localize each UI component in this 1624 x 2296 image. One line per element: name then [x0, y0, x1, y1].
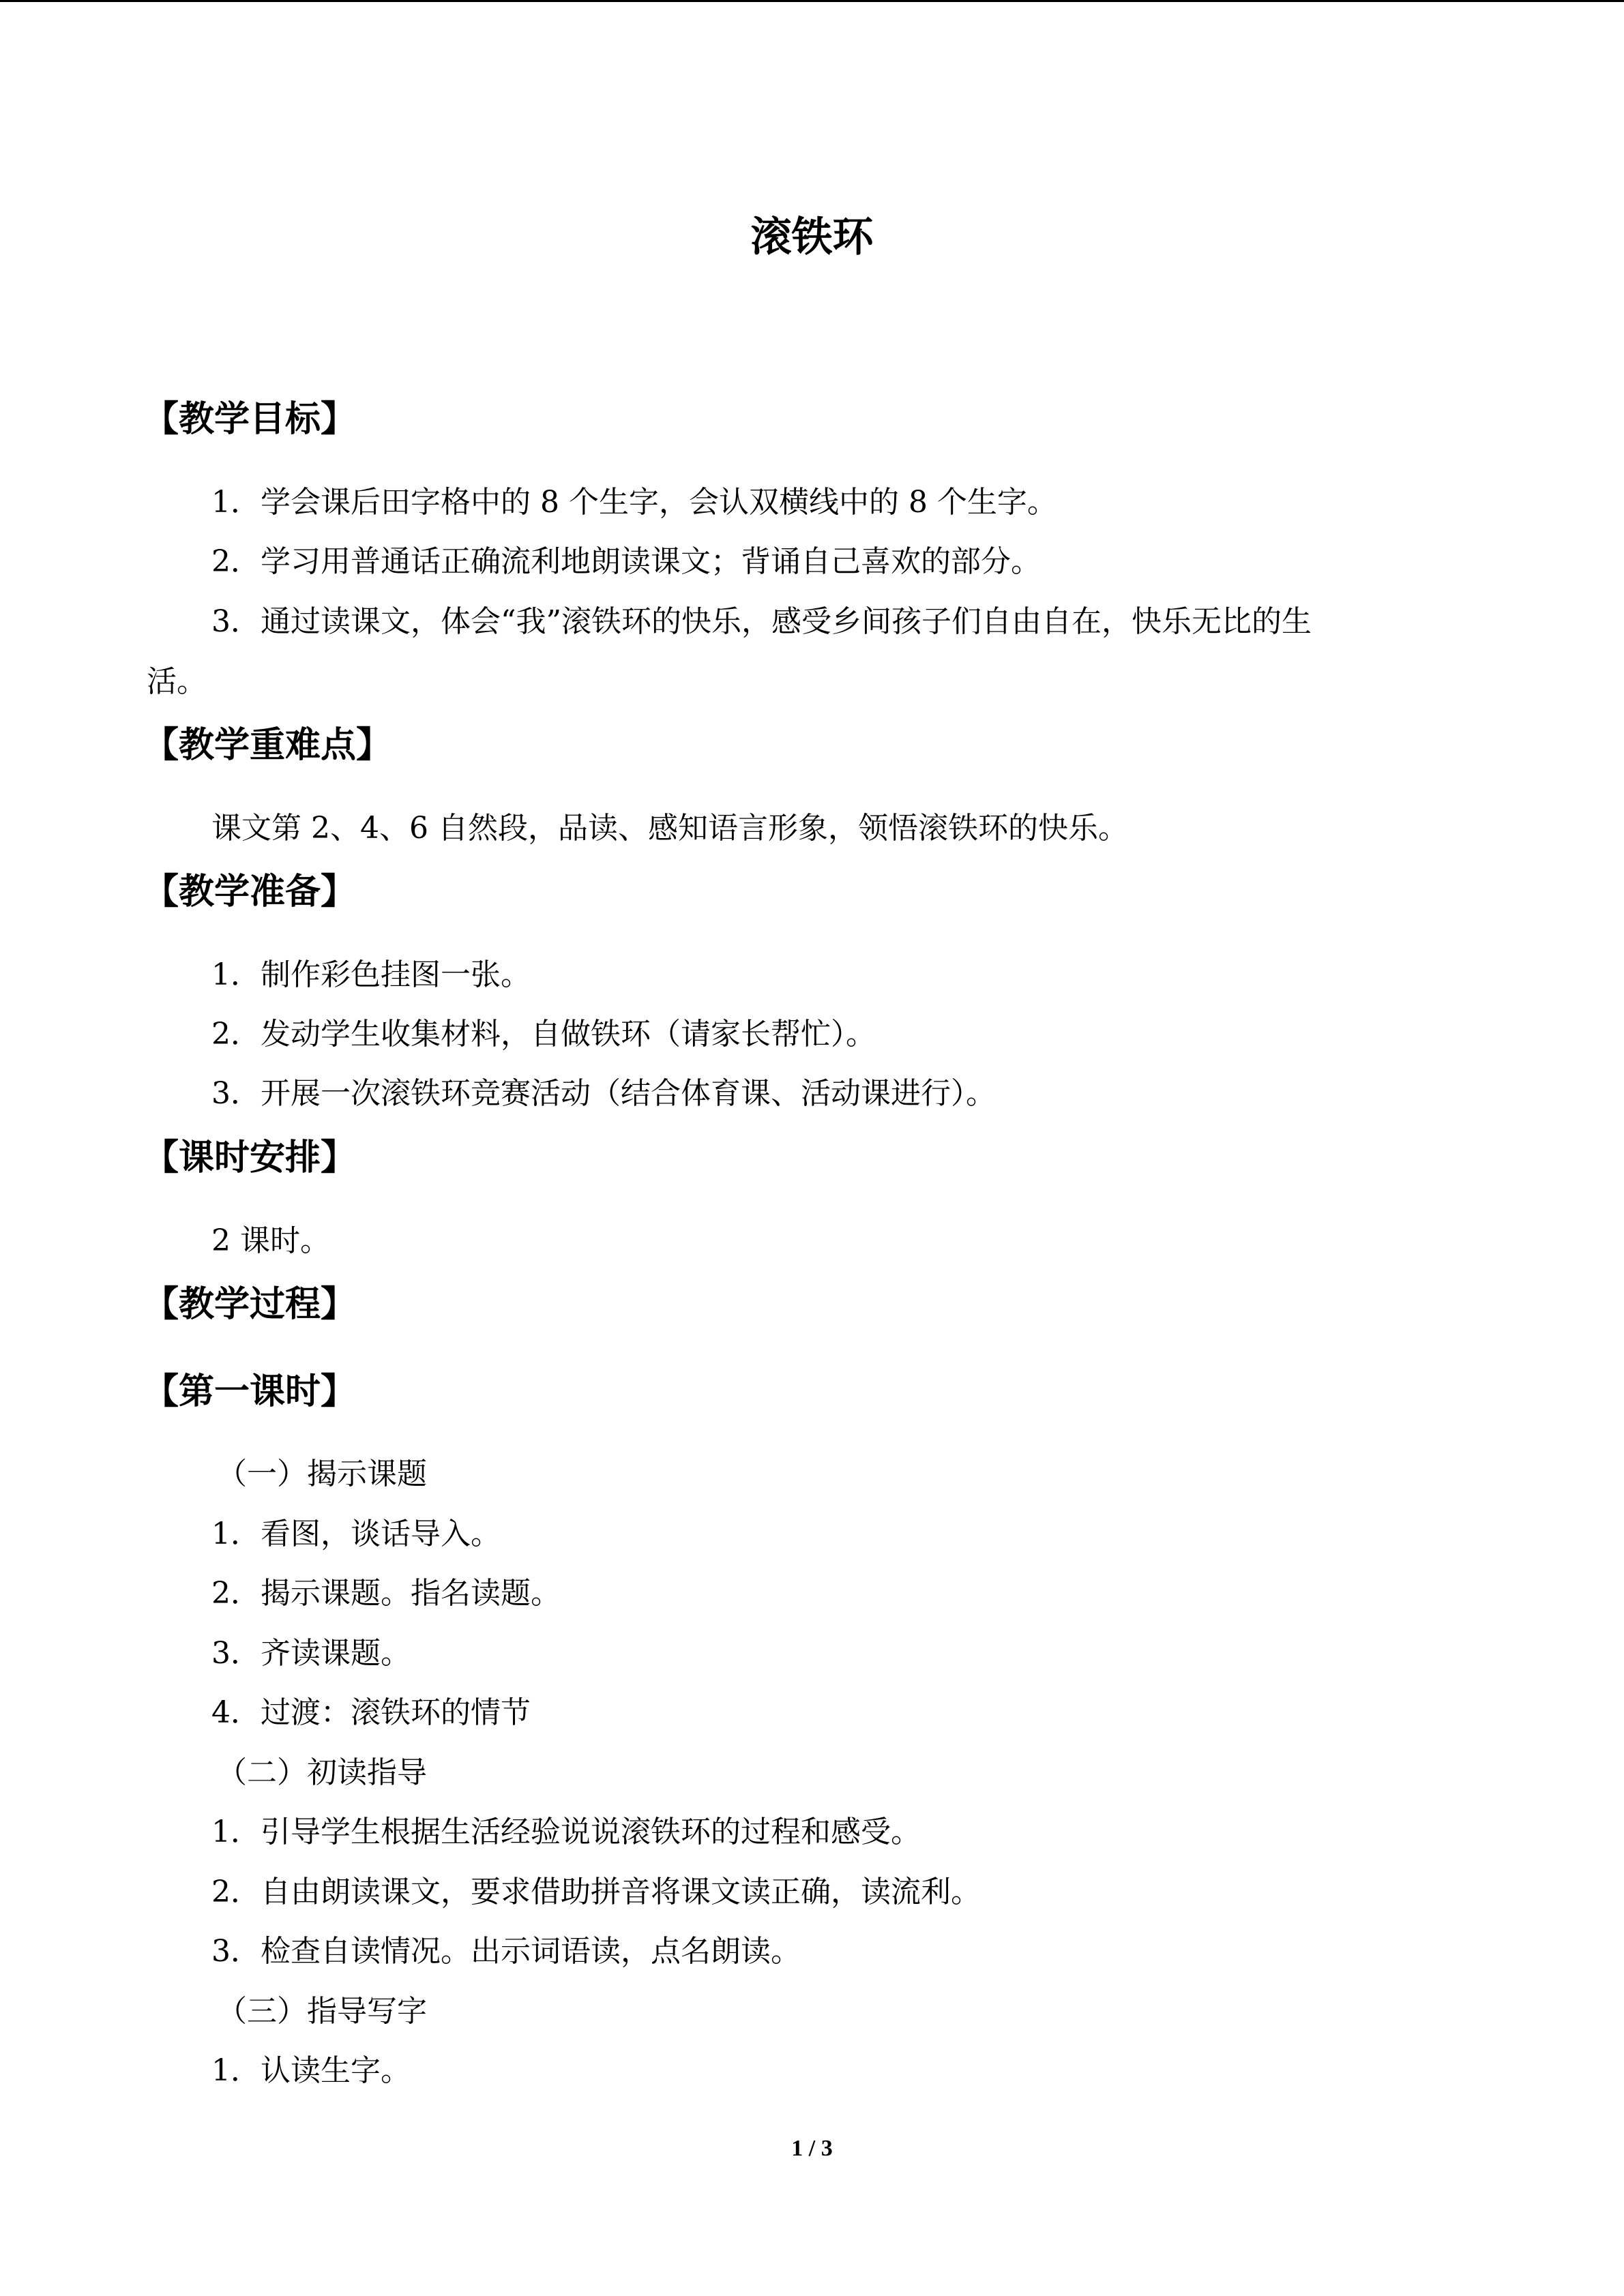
preparation-item-1: 1．制作彩色挂图一张。	[211, 957, 531, 992]
lesson1-part1-item-4: 4．过渡：滚铁环的情节	[211, 1695, 531, 1730]
goal-item-3-continued: 活。	[147, 664, 207, 699]
heading-lesson-1: 【第一课时】	[143, 1371, 357, 1412]
goal-item-3: 3．通过读课文，体会“我”滚铁环的快乐，感受乡间孩子们自由自在，快乐无比的生	[211, 604, 1312, 639]
heading-schedule: 【课时安排】	[143, 1137, 357, 1178]
lesson1-part3-item-1: 1．认读生字。	[211, 2053, 411, 2088]
heading-process: 【教学过程】	[143, 1284, 357, 1325]
goal-item-1: 1．学会课后田字格中的 8 个生字，会认双横线中的 8 个生字。	[211, 485, 1057, 520]
lesson1-part1-item-3: 3．齐读课题。	[211, 1636, 411, 1671]
heading-teaching-goals: 【教学目标】	[143, 399, 357, 440]
page-number: 1 / 3	[791, 2136, 833, 2161]
lesson1-part2-item-3: 3．检查自读情况。出示词语读，点名朗读。	[211, 1934, 801, 1969]
key-point-item-1: 课文第 2、4、6 自然段，品读、感知语言形象，领悟滚铁环的快乐。	[211, 811, 1128, 846]
lesson1-part1-title: （一）揭示课题	[217, 1457, 427, 1491]
preparation-item-2: 2．发动学生收集材料，自做铁环（请家长帮忙）。	[211, 1017, 876, 1052]
lesson1-part1-item-2: 2．揭示课题。指名读题。	[211, 1576, 561, 1611]
preparation-item-3: 3．开展一次滚铁环竞赛活动（结合体育课、活动课进行）。	[211, 1076, 996, 1111]
lesson1-part3-title: （三）指导写字	[217, 1994, 427, 2029]
schedule-item-1: 2 课时。	[211, 1223, 330, 1258]
heading-key-points: 【教学重难点】	[143, 725, 392, 766]
document-title: 滚铁环	[750, 213, 874, 261]
lesson1-part2-title: （二）初读指导	[217, 1755, 427, 1790]
lesson1-part2-item-1: 1．引导学生根据生活经验说说滚铁环的过程和感受。	[211, 1815, 921, 1849]
lesson1-part1-item-1: 1．看图，谈话导入。	[211, 1517, 501, 1551]
heading-preparation: 【教学准备】	[143, 871, 357, 912]
lesson1-part2-item-2: 2．自由朗读课文，要求借助拼音将课文读正确，读流利。	[211, 1875, 981, 1909]
goal-item-2: 2．学习用普通话正确流利地朗读课文；背诵自己喜欢的部分。	[211, 544, 1041, 579]
